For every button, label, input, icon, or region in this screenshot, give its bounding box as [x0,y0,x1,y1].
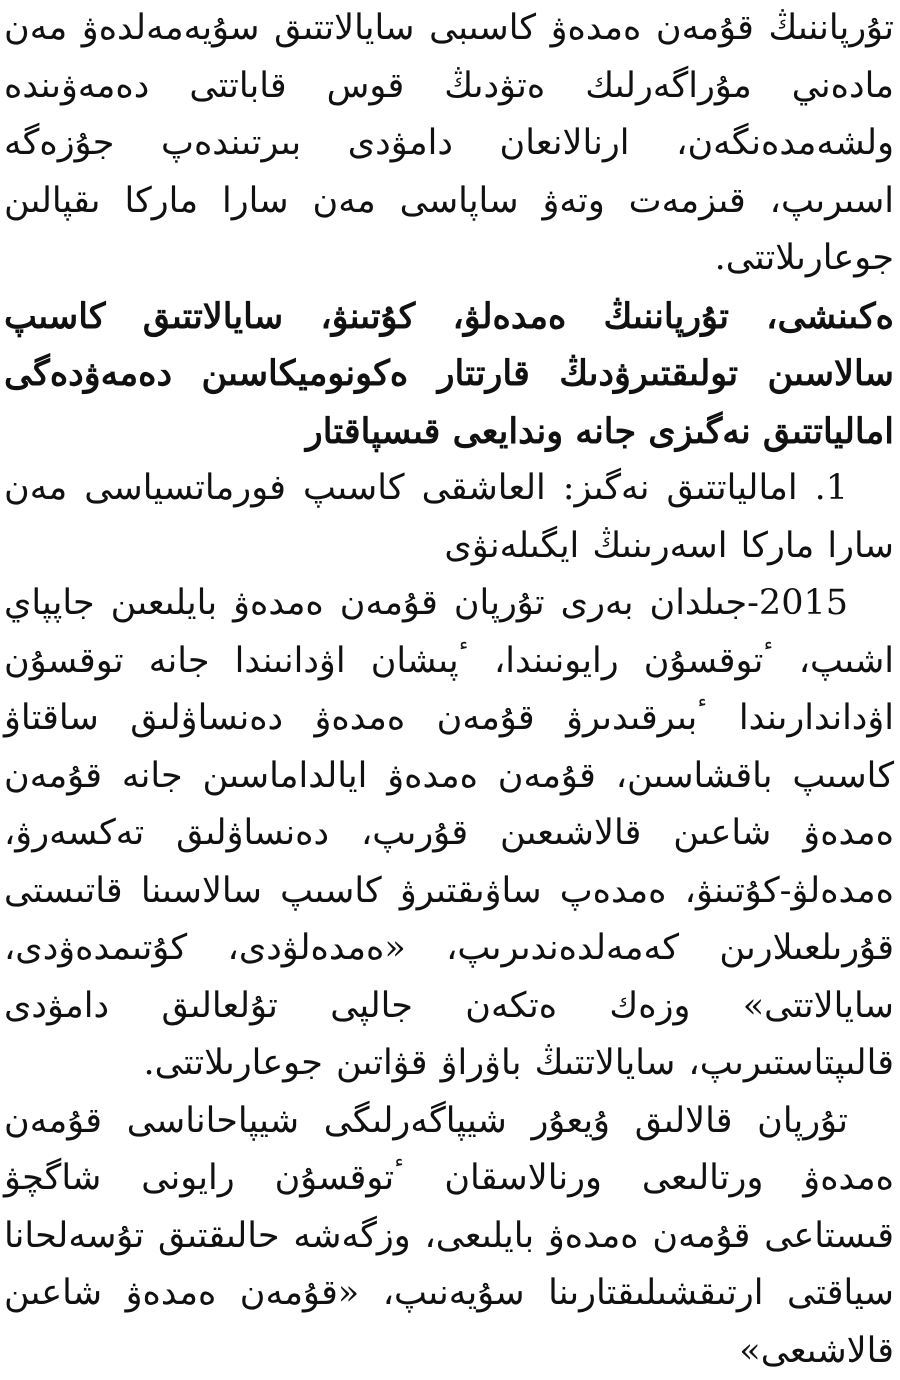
paragraph-subheading: 1. امالياتتىق نەگىز: العاشقى كاسىپ فورماتسياسى مەن سارا ماركا اسەرىنىڭ ايگىلەنۋى [4,460,894,575]
section-heading: ەكىنشى، تۇرپاننىڭ ەمدەلۋ، كۇتىنۋ، سايالاتتىق كاسىپ سالاسىن تولىقتىرۋدىڭ قارتتار ەكونوميكاسىن دەمەۋدەگى امالياتتىق نەگىزى جانە وندايعى قىسپاقتار [4,288,894,461]
paragraph-intro: تۇرپاننىڭ قۇمەن ەمدەۋ كاسىبى سايالاتتىق سۇيەمەلدەۋ مەن مادەني مۇراگەرلىك ەتۋدىڭ قوس قاباتتى دەمەۋىندە ولشەمدەنگەن، ارنالانعان دامۋدى بىرتىندەپ جۇزەگە اسىرىپ، قىزمەت وتەۋ ساپاسى مەن سارا ماركا ىقپالىن جوعارىلاتتى. [4,0,894,288]
paragraph-body-2: تۇرپان قالالىق ۇيعۇر شيپاگەرلىگى شيپاحاناسى قۇمەن ەمدەۋ ورتالىعى ورنالاسقان ٴتوقسۇن رايونى شاگچۋ قىستاعى قۇمەن ەمدەۋ بايلىعى، وزگەشە حالىقتىق تۇسەلحانا سياقتى ارتىقشىلىقتارىنا سۇيەنىپ، «قۇمەن ەمدەۋ شاعىن قالاشىعى» [4,1093,894,1380]
paragraph-body-1: 2015-جىلدان بەرى تۇرپان قۇمەن ەمدەۋ بايلىعىن جاپپاي اشىپ، ٴتوقسۇن رايونىندا، ٴپىشان اۋدانىندا جانە توقسۇن اۋداندارىندا ٴبىرقىدىرۋ قۇمەن ەمدەۋ دەنساۋلىق ساقتاۋ كاسىپ باقشاسىن، قۇمەن ەمدەۋ ايالداماسىن جانە قۇمەن ەمدەۋ شاعىن قالاشىعىن قۇرىپ، دەنساۋلىق تەكسەرۋ، ەمدەلۋ-كۇتىنۋ، ەمدەپ ساۋىقتىرۋ كاسىپ سالاسىنا قاتىستى قۇرىلعىلارىن كەمەلدەندىرىپ، «ەمدەلۋدى، كۇتىمدەۋدى، سايالاتتى» وزەك ەتكەن جالپى تۇلعالىق دامۋدى قالىپتاستىرىپ، سايالاتتىڭ باۋراۋ قۋاتىن جوعارىلاتتى. [4,575,894,1093]
